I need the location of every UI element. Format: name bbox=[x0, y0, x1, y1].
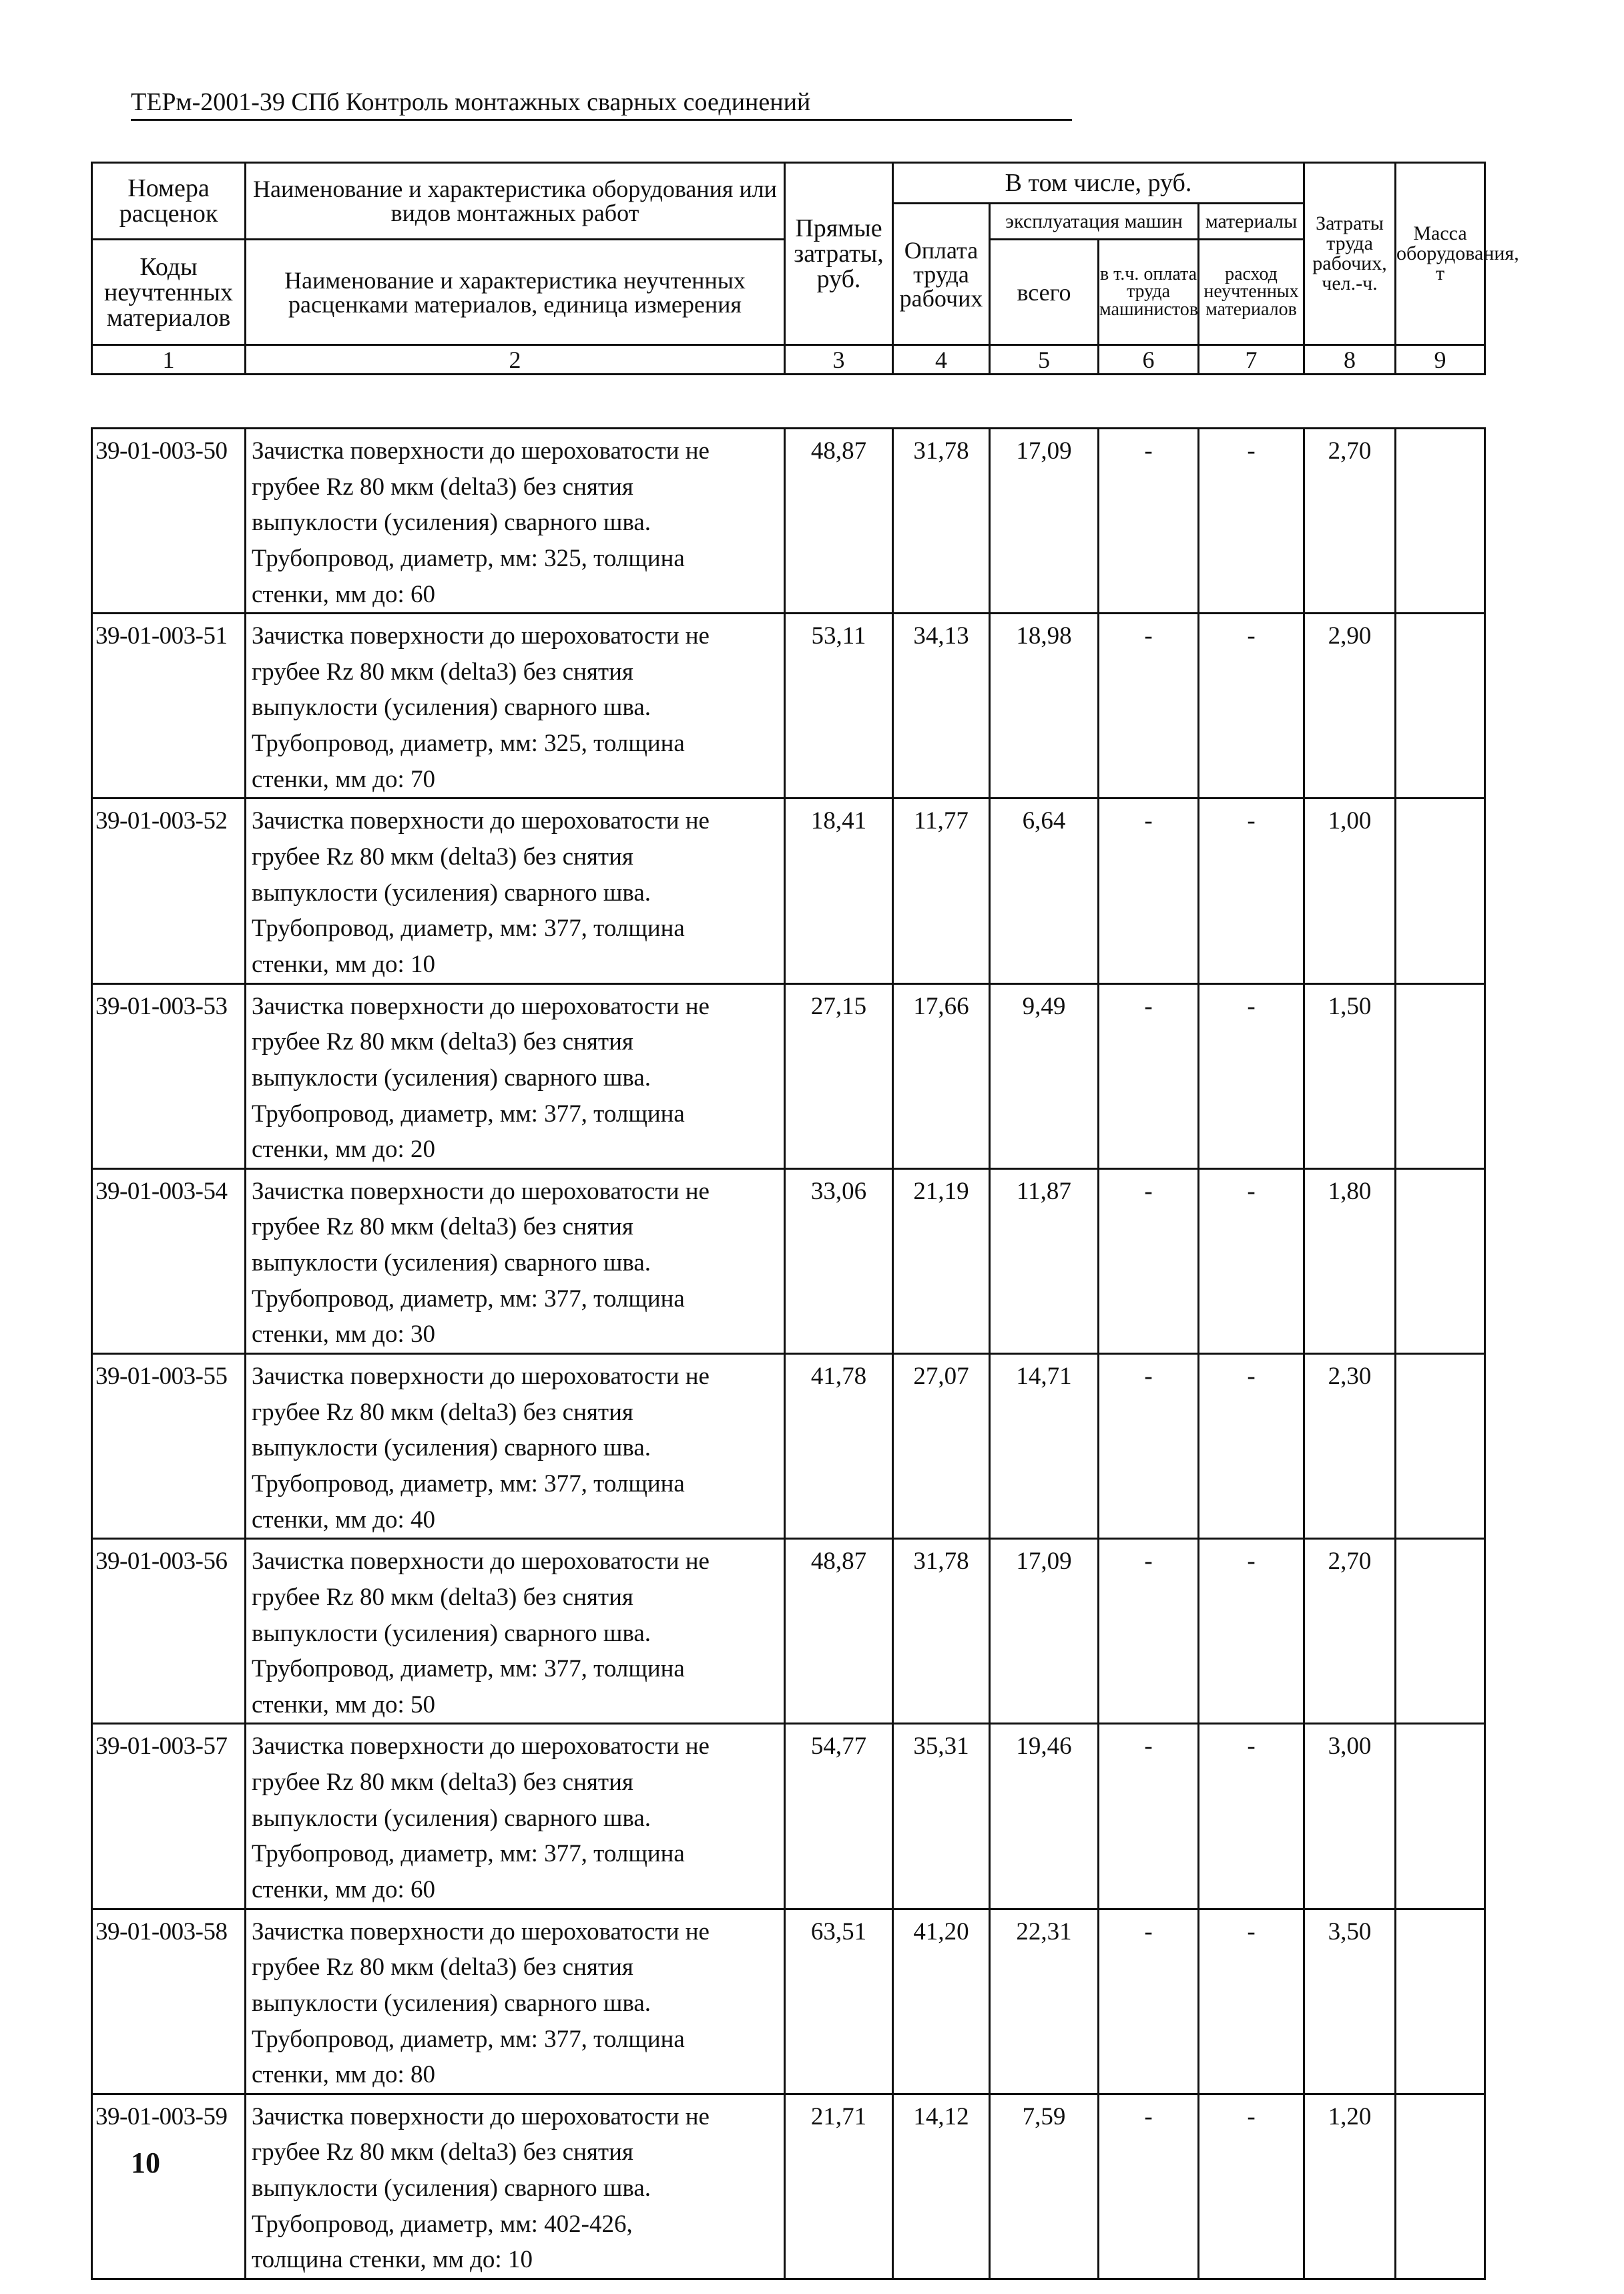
col-number: 2 bbox=[246, 345, 785, 375]
row-labor-costs: 3,00 bbox=[1304, 1724, 1396, 1909]
row-materials: - bbox=[1199, 1539, 1304, 1724]
col-number: 8 bbox=[1304, 345, 1396, 375]
row-materials: - bbox=[1199, 1909, 1304, 2094]
row-wages: 41,20 bbox=[893, 1909, 990, 2094]
row-machinists-wages: - bbox=[1099, 614, 1199, 798]
row-description bbox=[246, 1539, 785, 1724]
row-description bbox=[246, 2094, 785, 2279]
description-line: Зачистка поверхности до шероховатости не bbox=[252, 1363, 710, 1391]
row-mass bbox=[1396, 2094, 1485, 2279]
header-machines: эксплуатация машин bbox=[990, 204, 1199, 240]
row-code: 39-01-003-50 bbox=[92, 429, 246, 614]
row-description bbox=[246, 798, 785, 983]
row-mass bbox=[1396, 1909, 1485, 2094]
row-mass bbox=[1396, 1354, 1485, 1539]
row-machines-total: 17,09 bbox=[990, 1539, 1099, 1724]
row-labor-costs: 3,50 bbox=[1304, 1909, 1396, 2094]
row-materials: - bbox=[1199, 798, 1304, 983]
description-line: грубее Rz 80 мкм (delta3) без снятия bbox=[252, 473, 633, 501]
row-materials: - bbox=[1199, 2094, 1304, 2279]
row-materials: - bbox=[1199, 983, 1304, 1168]
row-direct-costs: 27,15 bbox=[785, 983, 893, 1168]
document-title: ТЕРм-2001-39 СПб Контроль монтажных сварных соединений bbox=[131, 88, 811, 116]
row-direct-costs: 48,87 bbox=[785, 429, 893, 614]
row-code: 39-01-003-53 bbox=[92, 983, 246, 1168]
description-line: выпуклости (усиления) сварного шва. bbox=[252, 509, 651, 537]
description-line: Зачистка поверхности до шероховатости не bbox=[252, 2102, 710, 2130]
row-labor-costs: 2,70 bbox=[1304, 1539, 1396, 1724]
row-wages: 34,13 bbox=[893, 614, 990, 798]
col-number: 7 bbox=[1199, 345, 1304, 375]
table-row bbox=[92, 2094, 1485, 2279]
description-line: грубее Rz 80 мкм (delta3) без снятия bbox=[252, 1769, 633, 1797]
table-row bbox=[92, 429, 1485, 614]
row-mass bbox=[1396, 1168, 1485, 1353]
description-line: Зачистка поверхности до шероховатости не bbox=[252, 437, 710, 465]
description-line: грубее Rz 80 мкм (delta3) без снятия bbox=[252, 2138, 633, 2166]
row-machinists-wages: - bbox=[1099, 2094, 1199, 2279]
row-description bbox=[246, 1724, 785, 1909]
table-row bbox=[92, 1354, 1485, 1539]
row-materials: - bbox=[1199, 1724, 1304, 1909]
description-line: выпуклости (усиления) сварного шва. bbox=[252, 2174, 651, 2203]
row-code: 39-01-003-52 bbox=[92, 798, 246, 983]
row-mass bbox=[1396, 983, 1485, 1168]
description-line: Трубопровод, диаметр, мм: 325, толщина bbox=[252, 730, 685, 758]
description-line: грубее Rz 80 мкм (delta3) без снятия bbox=[252, 1398, 633, 1426]
row-mass bbox=[1396, 1539, 1485, 1724]
description-line: выпуклости (усиления) сварного шва. bbox=[252, 694, 651, 722]
description-line: выпуклости (усиления) сварного шва. bbox=[252, 879, 651, 907]
description-line: Зачистка поверхности до шероховатости не bbox=[252, 1548, 710, 1576]
row-machinists-wages: - bbox=[1099, 429, 1199, 614]
table-row bbox=[92, 1539, 1485, 1724]
header-labor-costs: Затраты труда рабочих, чел.-ч. bbox=[1304, 163, 1396, 345]
row-labor-costs: 2,30 bbox=[1304, 1354, 1396, 1539]
row-mass bbox=[1396, 798, 1485, 983]
row-wages: 21,19 bbox=[893, 1168, 990, 1353]
row-code: 39-01-003-55 bbox=[92, 1354, 246, 1539]
row-machines-total: 14,71 bbox=[990, 1354, 1099, 1539]
header-unaccounted-materials: расход неучтенных материалов bbox=[1199, 240, 1304, 345]
description-line: Зачистка поверхности до шероховатости не bbox=[252, 807, 710, 835]
table-row bbox=[92, 983, 1485, 1168]
row-direct-costs: 54,77 bbox=[785, 1724, 893, 1909]
description-line: грубее Rz 80 мкм (delta3) без снятия bbox=[252, 1213, 633, 1241]
description-line: Трубопровод, диаметр, мм: 377, толщина bbox=[252, 1655, 685, 1683]
row-materials: - bbox=[1199, 429, 1304, 614]
header-rates-numbers: Номера расценок bbox=[92, 163, 246, 240]
table-row bbox=[92, 1909, 1485, 2094]
row-direct-costs: 18,41 bbox=[785, 798, 893, 983]
row-labor-costs: 1,50 bbox=[1304, 983, 1396, 1168]
description-line: Трубопровод, диаметр, мм: 377, толщина bbox=[252, 1840, 685, 1868]
col-number: 1 bbox=[92, 345, 246, 375]
description-line: Трубопровод, диаметр, мм: 377, толщина bbox=[252, 2025, 685, 2053]
row-machines-total: 19,46 bbox=[990, 1724, 1099, 1909]
row-materials: - bbox=[1199, 1354, 1304, 1539]
row-labor-costs: 2,70 bbox=[1304, 429, 1396, 614]
description-line: грубее Rz 80 мкм (delta3) без снятия bbox=[252, 1583, 633, 1611]
description-line: Трубопровод, диаметр, мм: 377, толщина bbox=[252, 1469, 685, 1498]
row-description bbox=[246, 1354, 785, 1539]
description-line: стенки, мм до: 20 bbox=[252, 1136, 436, 1164]
description-line: Зачистка поверхности до шероховатости не bbox=[252, 992, 710, 1020]
description-line: выпуклости (усиления) сварного шва. bbox=[252, 1989, 651, 2017]
description-line: стенки, мм до: 40 bbox=[252, 1506, 436, 1534]
header-machinists-wages: в т.ч. оплата труда машинистов bbox=[1099, 240, 1199, 345]
table-row bbox=[92, 1724, 1485, 1909]
row-description bbox=[246, 429, 785, 614]
description-line: толщина стенки, мм до: 10 bbox=[252, 2246, 533, 2274]
row-machines-total: 17,09 bbox=[990, 429, 1099, 614]
row-direct-costs: 53,11 bbox=[785, 614, 893, 798]
description-line: Зачистка поверхности до шероховатости не bbox=[252, 1733, 710, 1761]
row-labor-costs: 1,80 bbox=[1304, 1168, 1396, 1353]
table-row bbox=[92, 1168, 1485, 1353]
rates-table bbox=[91, 427, 1486, 2280]
page-number: 10 bbox=[131, 2146, 160, 2179]
header-wages: Оплата труда рабочих bbox=[893, 204, 990, 345]
row-direct-costs: 33,06 bbox=[785, 1168, 893, 1353]
row-machines-total: 6,64 bbox=[990, 798, 1099, 983]
description-line: стенки, мм до: 70 bbox=[252, 765, 436, 793]
row-machinists-wages: - bbox=[1099, 983, 1199, 1168]
col-number: 6 bbox=[1099, 345, 1199, 375]
description-line: выпуклости (усиления) сварного шва. bbox=[252, 1434, 651, 1462]
row-description bbox=[246, 1909, 785, 2094]
description-line: Трубопровод, диаметр, мм: 325, толщина bbox=[252, 544, 685, 572]
row-materials: - bbox=[1199, 614, 1304, 798]
row-machines-total: 18,98 bbox=[990, 614, 1099, 798]
description-line: Трубопровод, диаметр, мм: 377, толщина bbox=[252, 915, 685, 943]
row-direct-costs: 21,71 bbox=[785, 2094, 893, 2279]
description-line: выпуклости (усиления) сварного шва. bbox=[252, 1619, 651, 1647]
table-header bbox=[91, 162, 1519, 375]
row-direct-costs: 48,87 bbox=[785, 1539, 893, 1724]
description-line: выпуклости (усиления) сварного шва. bbox=[252, 1804, 651, 1832]
description-line: грубее Rz 80 мкм (delta3) без снятия bbox=[252, 658, 633, 686]
row-labor-costs: 2,90 bbox=[1304, 614, 1396, 798]
row-machinists-wages: - bbox=[1099, 1354, 1199, 1539]
row-mass bbox=[1396, 614, 1485, 798]
header-material-name: Наименование и характеристика неучтенных расценками материалов, единица измерения bbox=[246, 240, 785, 345]
description-line: выпуклости (усиления) сварного шва. bbox=[252, 1064, 651, 1092]
header-equipment-mass: Масса оборудования, т bbox=[1396, 163, 1485, 345]
row-mass bbox=[1396, 1724, 1485, 1909]
description-line: Зачистка поверхности до шероховатости не bbox=[252, 622, 710, 650]
row-machines-total: 7,59 bbox=[990, 2094, 1099, 2279]
row-machinists-wages: - bbox=[1099, 1724, 1199, 1909]
title-underline bbox=[131, 119, 1072, 121]
row-code: 39-01-003-56 bbox=[92, 1539, 246, 1724]
col-number: 3 bbox=[785, 345, 893, 375]
row-materials: - bbox=[1199, 1168, 1304, 1353]
row-code: 39-01-003-57 bbox=[92, 1724, 246, 1909]
description-line: стенки, мм до: 60 bbox=[252, 580, 436, 608]
description-line: Зачистка поверхности до шероховатости не bbox=[252, 1917, 710, 1945]
row-wages: 31,78 bbox=[893, 429, 990, 614]
row-wages: 17,66 bbox=[893, 983, 990, 1168]
row-direct-costs: 41,78 bbox=[785, 1354, 893, 1539]
description-line: грубее Rz 80 мкм (delta3) без снятия bbox=[252, 1954, 633, 1982]
description-line: стенки, мм до: 80 bbox=[252, 2061, 436, 2089]
description-line: стенки, мм до: 30 bbox=[252, 1321, 436, 1349]
table-row bbox=[92, 614, 1485, 798]
row-wages: 35,31 bbox=[893, 1724, 990, 1909]
description-line: Зачистка поверхности до шероховатости не bbox=[252, 1177, 710, 1205]
row-wages: 14,12 bbox=[893, 2094, 990, 2279]
header-machines-total: всего bbox=[990, 240, 1099, 345]
header-materials: материалы bbox=[1199, 204, 1304, 240]
row-description bbox=[246, 1168, 785, 1353]
description-line: Трубопровод, диаметр, мм: 402-426, bbox=[252, 2210, 633, 2238]
row-direct-costs: 63,51 bbox=[785, 1909, 893, 2094]
description-line: стенки, мм до: 60 bbox=[252, 1875, 436, 1903]
row-description bbox=[246, 614, 785, 798]
row-labor-costs: 1,00 bbox=[1304, 798, 1396, 983]
row-code: 39-01-003-51 bbox=[92, 614, 246, 798]
row-machinists-wages: - bbox=[1099, 1909, 1199, 2094]
header-incl-group: В том числе, руб. bbox=[893, 163, 1304, 204]
row-wages: 31,78 bbox=[893, 1539, 990, 1724]
col-number: 9 bbox=[1396, 345, 1485, 375]
row-code: 39-01-003-54 bbox=[92, 1168, 246, 1353]
row-machines-total: 9,49 bbox=[990, 983, 1099, 1168]
description-line: Трубопровод, диаметр, мм: 377, толщина bbox=[252, 1100, 685, 1128]
header-work-name: Наименование и характеристика оборудования или видов монтажных работ bbox=[246, 163, 785, 240]
description-line: выпуклости (усиления) сварного шва. bbox=[252, 1249, 651, 1277]
row-machinists-wages: - bbox=[1099, 1168, 1199, 1353]
row-code: 39-01-003-58 bbox=[92, 1909, 246, 2094]
description-line: Трубопровод, диаметр, мм: 377, толщина bbox=[252, 1285, 685, 1313]
col-number: 5 bbox=[990, 345, 1099, 375]
row-machinists-wages: - bbox=[1099, 798, 1199, 983]
description-line: грубее Rz 80 мкм (delta3) без снятия bbox=[252, 843, 633, 871]
table-row bbox=[92, 798, 1485, 983]
col-number: 4 bbox=[893, 345, 990, 375]
description-line: стенки, мм до: 10 bbox=[252, 950, 436, 978]
row-mass bbox=[1396, 429, 1485, 614]
row-wages: 11,77 bbox=[893, 798, 990, 983]
row-labor-costs: 1,20 bbox=[1304, 2094, 1396, 2279]
row-machines-total: 22,31 bbox=[990, 1909, 1099, 2094]
row-wages: 27,07 bbox=[893, 1354, 990, 1539]
row-machines-total: 11,87 bbox=[990, 1168, 1099, 1353]
header-material-codes: Коды неучтенных материалов bbox=[92, 240, 246, 345]
row-machinists-wages: - bbox=[1099, 1539, 1199, 1724]
row-code: 39-01-003-59 bbox=[92, 2094, 246, 2279]
row-description bbox=[246, 983, 785, 1168]
description-line: грубее Rz 80 мкм (delta3) без снятия bbox=[252, 1028, 633, 1056]
description-line: стенки, мм до: 50 bbox=[252, 1690, 436, 1718]
header-direct-costs: Прямые затраты, руб. bbox=[785, 163, 893, 345]
